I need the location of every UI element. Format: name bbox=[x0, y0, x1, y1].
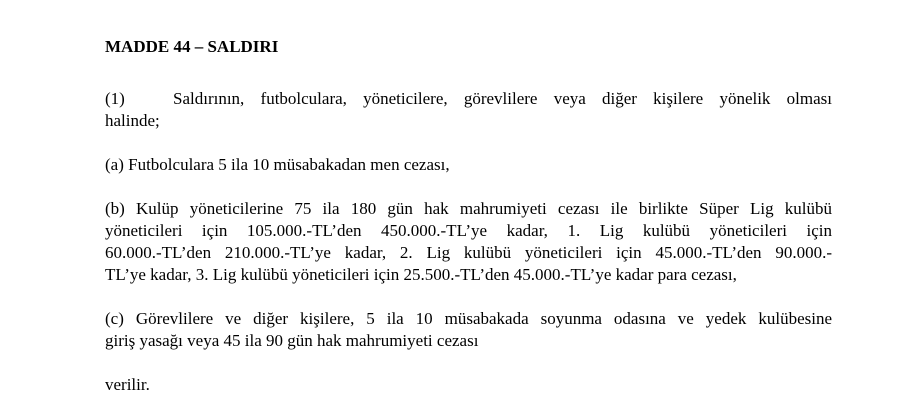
intro-paragraph bbox=[105, 88, 832, 132]
item-b-line-2: yöneticileri için 105.000.-TL’den 450.000.-TL’ye kadar, 1. Lig kulübü yöneticileri için bbox=[105, 221, 832, 240]
item-a-paragraph bbox=[105, 154, 832, 176]
item-b-line-3: 60.000.-TL’den 210.000.-TL’ye kadar, 2. Lig kulübü yöneticileri için 45.000.-TL’den 90.000.- bbox=[105, 243, 832, 262]
article-title: MADDE 44 – SALDIRI bbox=[105, 37, 279, 56]
intro-line-1 bbox=[105, 88, 832, 110]
paragraph-number: (1) bbox=[105, 89, 125, 108]
document-page bbox=[105, 36, 832, 396]
item-c-paragraph bbox=[105, 308, 832, 352]
intro-text: Saldırının, futbolculara, yöneticilere, görevlilere veya diğer kişilere yönelik olması bbox=[173, 89, 832, 108]
item-c-line-1: (c) Görevlilere ve diğer kişilere, 5 ila 10 müsabakada soyunma odasına ve yedek kulübesine bbox=[105, 309, 832, 328]
item-c-line-2: giriş yasağı veya 45 ila 90 gün hak mahrumiyeti cezası bbox=[105, 331, 479, 350]
item-b-line-1: (b) Kulüp yöneticilerine 75 ila 180 gün hak mahrumiyeti cezası ile birlikte Süper Lig kulübü bbox=[105, 199, 832, 218]
closing-text: verilir. bbox=[105, 375, 150, 394]
item-b-paragraph bbox=[105, 198, 832, 286]
item-a-line-1: (a) Futbolculara 5 ila 10 müsabakadan men cezası, bbox=[105, 155, 450, 174]
intro-line-2: halinde; bbox=[105, 111, 160, 130]
item-b-line-4: TL’ye kadar, 3. Lig kulübü yöneticileri için 25.500.-TL’den 45.000.-TL’ye kadar para cezası, bbox=[105, 265, 737, 284]
